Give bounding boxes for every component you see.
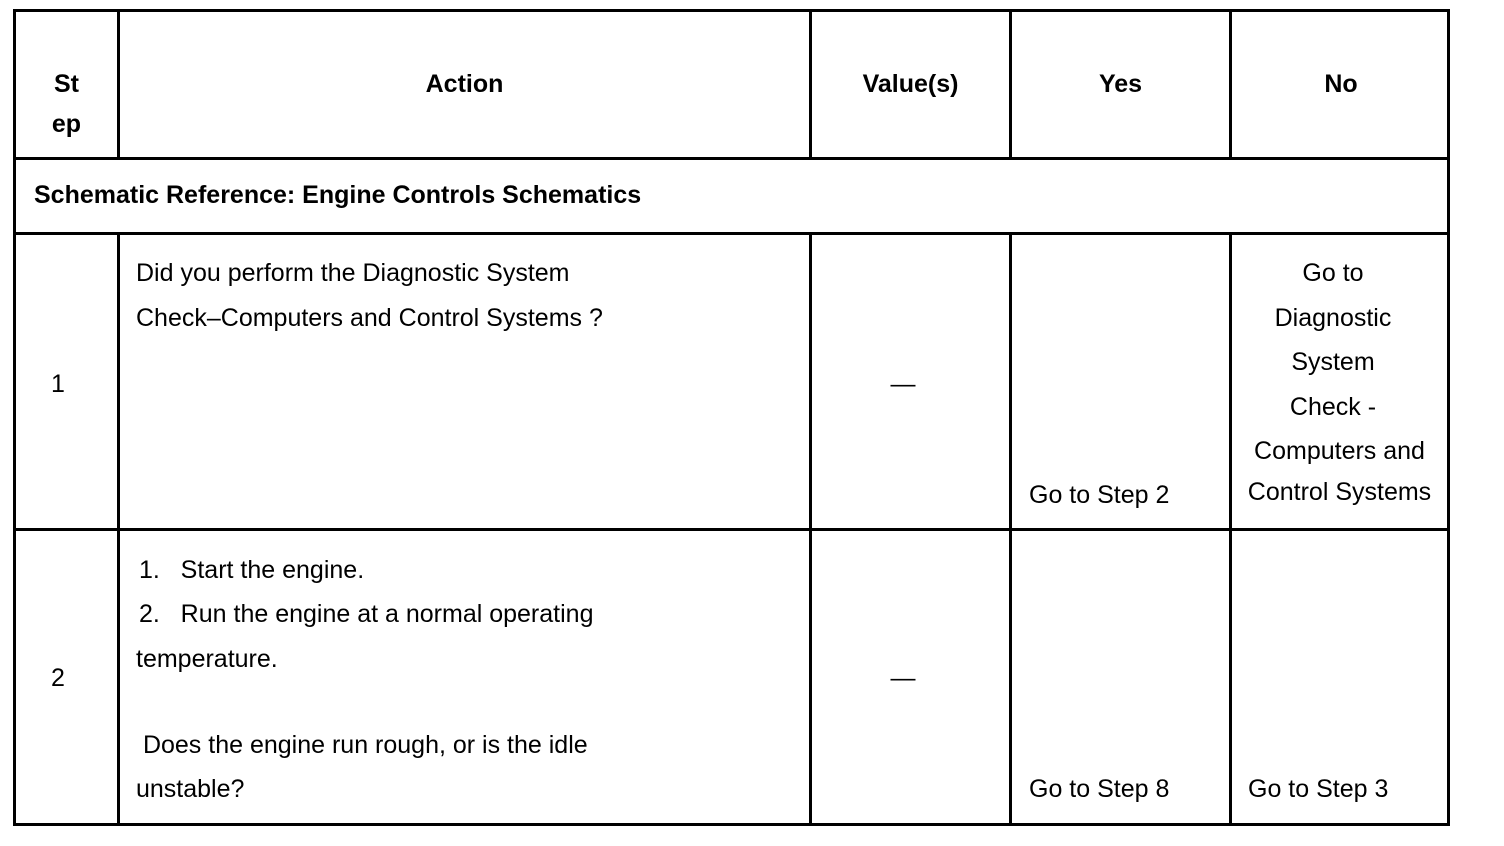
row-2-yes: Go to Step 8: [1029, 775, 1170, 803]
row-1-no-line-2: Diagnostic: [1274, 304, 1392, 332]
row-2-action-line-1: 1. Start the engine.: [139, 556, 365, 584]
row-1-no-line-6: Control Systems: [1247, 478, 1432, 506]
row-divider: [16, 528, 1447, 531]
header-yes: Yes: [1098, 70, 1143, 98]
row-divider: [16, 232, 1447, 235]
row-1-action-line-1: Did you perform the Diagnostic System: [136, 259, 570, 287]
header-values: Value(s): [862, 70, 959, 98]
header-action: Action: [425, 70, 504, 98]
row-2-action-line-3: temperature.: [136, 645, 278, 673]
row-2-action-line-5: unstable?: [136, 775, 245, 803]
row-1-no-line-4: Check -: [1289, 393, 1377, 421]
row-2-value: —: [890, 664, 916, 692]
row-2-action-line-4: Does the engine run rough, or is the idle: [136, 731, 588, 759]
row-2-step: 2: [51, 664, 65, 692]
header-step: St ep: [51, 70, 82, 138]
row-1-step: 1: [51, 370, 65, 398]
row-divider: [16, 157, 1447, 160]
header-no: No: [1324, 70, 1358, 98]
row-1-value: —: [890, 370, 916, 398]
row-1-no-line-1: Go to: [1302, 259, 1364, 287]
row-1-yes: Go to Step 2: [1029, 481, 1170, 509]
row-1-no-line-5: Computers and: [1254, 437, 1425, 465]
row-1-no-line-3: System: [1291, 348, 1375, 376]
row-2-action-line-2: 2. Run the engine at a normal operating: [139, 600, 594, 628]
row-1-action-line-2: Check–Computers and Control Systems ?: [136, 304, 603, 332]
schematic-reference: Schematic Reference: Engine Controls Schematics: [34, 181, 642, 209]
diagnostic-table: [13, 9, 1450, 826]
row-2-no: Go to Step 3: [1248, 775, 1389, 803]
